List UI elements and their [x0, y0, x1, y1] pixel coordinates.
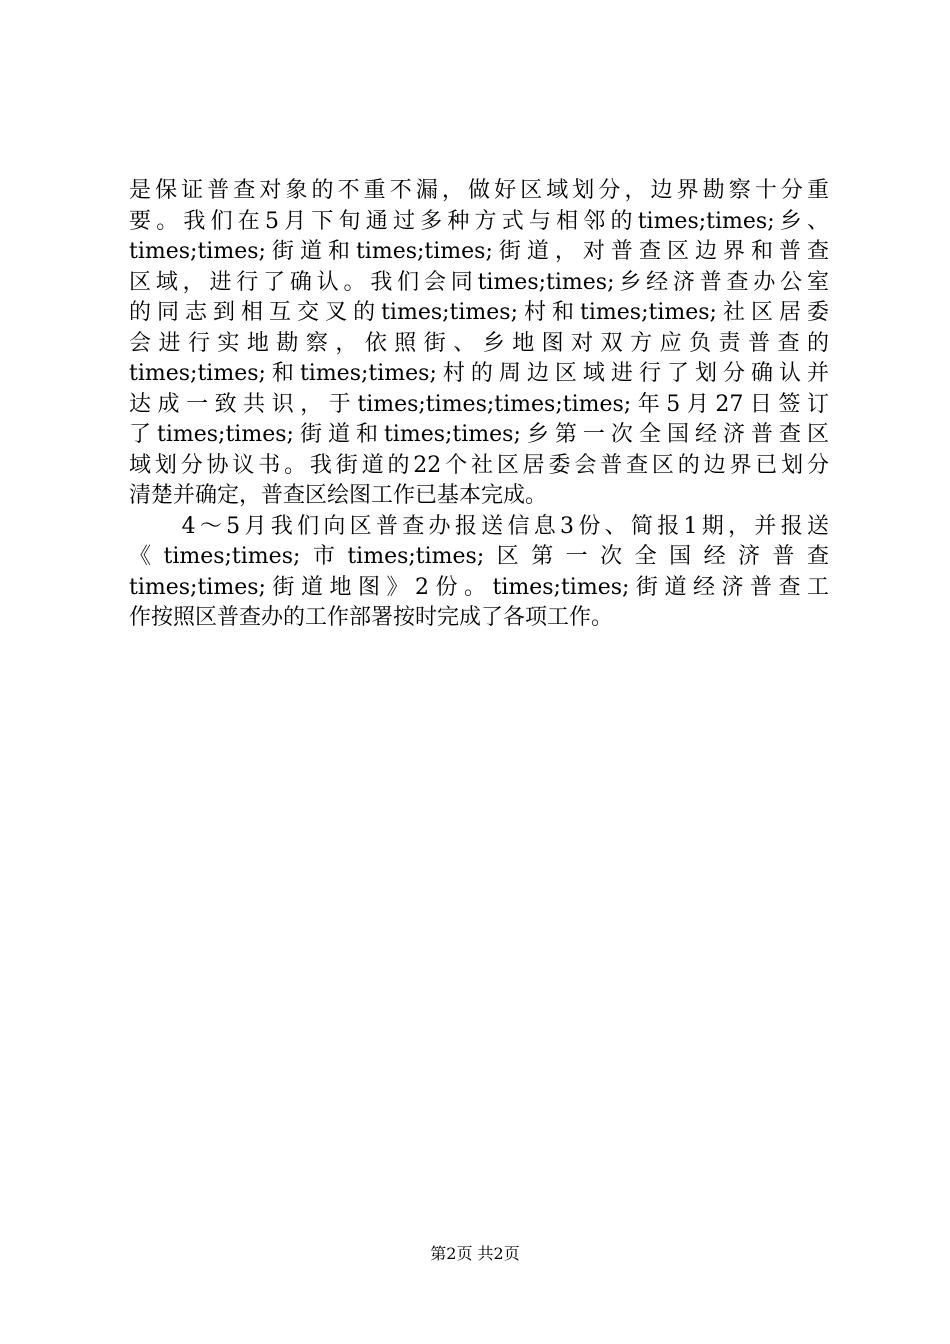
text-line: 是保证普查对象的不重不漏，做好区域划分，边界勘察十分重 — [129, 178, 829, 203]
text-line: 作按照区普查办的工作部署按时完成了各项工作。 — [129, 605, 614, 630]
text-line: times;times;街道和times;times;街道，对普查区边界和普查 — [129, 239, 829, 264]
text-line: 《times;times;市times;times;区第一次全国经济普查 — [129, 544, 829, 569]
text-line: times;times;街道地图》2份。times;times;街道经济普查工 — [129, 574, 829, 600]
text-line: 区域，进行了确认。我们会同times;times;乡经济普查办公室 — [129, 269, 829, 295]
page-number-footer: 第2页 共2页 — [430, 1244, 520, 1263]
text-line: 会进行实地勘察，依照街、乡地图对双方应负责普查的 — [129, 330, 829, 356]
text-line: times;times;和times;times;村的周边区域进行了划分确认并 — [129, 361, 829, 386]
text-line: 的同志到相互交叉的times;times;村和times;times;社区居委 — [129, 300, 829, 325]
text-line: 了times;times;街道和times;times;乡第一次全国经济普查区 — [129, 422, 829, 447]
text-line: 域划分协议书。我街道的22个社区居委会普查区的边界已划分 — [129, 452, 829, 478]
text-line: 要。我们在5月下旬通过多种方式与相邻的times;times;乡、 — [129, 208, 829, 234]
text-line: 4～5月我们向区普查办报送信息3份、简报1期，并报送 — [129, 513, 829, 539]
text-line: 达成一致共识，于times;times;times;times;年5月27日签订 — [129, 391, 829, 417]
text-line: 清楚并确定，普查区绘图工作已基本完成。 — [129, 483, 548, 508]
body-text — [129, 176, 829, 634]
